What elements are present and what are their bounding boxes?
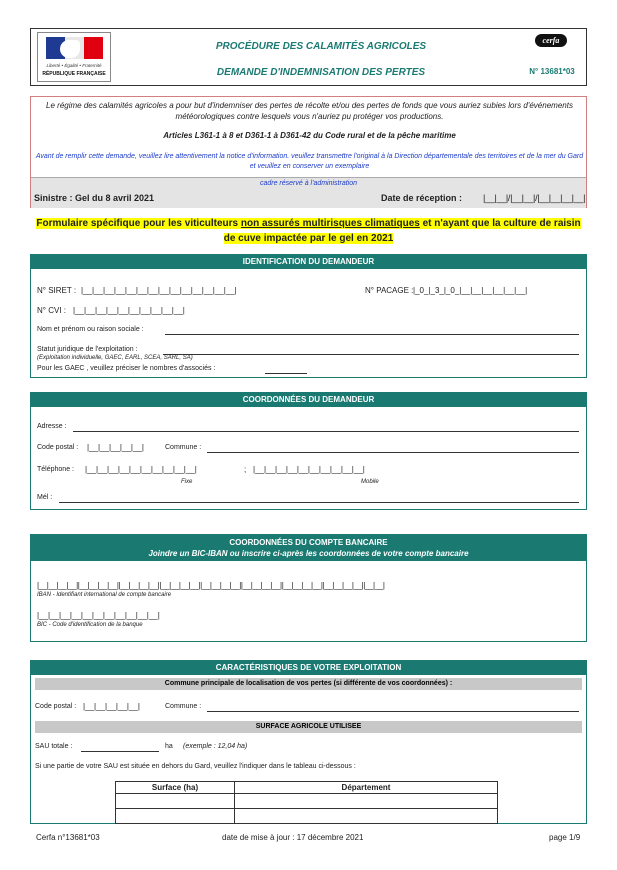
notice-part-1: Formulaire spécifique pour les viticulteurs <box>36 218 241 229</box>
col-surface: Surface (ha) <box>116 782 235 794</box>
title-line-2: DEMANDE D'INDEMNISATION DES PERTES <box>216 67 426 78</box>
exploitation-section <box>30 660 587 824</box>
cvi-field[interactable]: |__|__|__|__|__|__|__|__|__|__| <box>73 306 185 315</box>
cp-field[interactable]: |__|__|__|__|__| <box>87 443 144 452</box>
sau-field[interactable] <box>81 743 159 752</box>
cvi-label: N° CVI : <box>37 306 66 315</box>
identification-section <box>30 254 587 378</box>
table-row <box>116 809 498 824</box>
banque-header <box>31 535 586 561</box>
name-field[interactable] <box>165 326 579 335</box>
logo-republique: RÉPUBLIQUE FRANÇAISE <box>42 71 106 77</box>
notice-part-2: non assurés multirisques climatiques <box>240 218 420 229</box>
cp-label: Code postal : <box>37 444 79 451</box>
bic-caption: BIC - Code d'identification de la banque <box>37 622 143 628</box>
footer-page: page 1/9 <box>549 833 581 842</box>
sau-example: (exemple : 12,04 ha) <box>183 743 248 750</box>
statut-hint: (Exploitation individuelle, GAEC, EARL, SCEA, SARL, SA) <box>37 355 193 361</box>
coordonnees-section <box>30 392 587 510</box>
commune-principale-title: Commune principale de localisation de vos pertes (si différente de vos coordonnées) : <box>35 678 582 690</box>
exploitation-title: CARACTÉRISTIQUES DE VOTRE EXPLOITATION <box>31 661 586 675</box>
mel-label: Mél : <box>37 494 53 501</box>
commune-label: Commune : <box>165 444 202 451</box>
gard-text: Si une partie de votre SAU est située en dehors du Gard, veuillez l'indiquer dans le tableau ci-dessous : <box>35 763 356 770</box>
departement-cell[interactable] <box>235 809 498 824</box>
commune-field[interactable] <box>207 444 579 453</box>
sau-unit: ha <box>165 743 173 750</box>
banque-subtitle: Joindre un BIC-IBAN ou inscrire ci-après les coordonnées de votre compte bancaire <box>148 549 469 558</box>
sau-title: SURFACE AGRICOLE UTILISEE <box>35 721 582 733</box>
identification-title: IDENTIFICATION DU DEMANDEUR <box>31 255 586 269</box>
telephone-mobile-field[interactable]: |__|__|__|__|__|__|__|__|__|__| <box>253 465 365 474</box>
statut-label: Statut juridique de l'exploitation : <box>37 346 138 353</box>
adresse-label: Adresse : <box>37 423 67 430</box>
exploitation-commune-label: Commune : <box>165 703 202 710</box>
intro-box <box>30 96 587 208</box>
siret-label: N° SIRET : <box>37 286 77 295</box>
telephone-separator: ; <box>244 465 247 474</box>
telephone-label: Téléphone : <box>37 466 74 473</box>
telephone-fixe-field[interactable]: |__|__|__|__|__|__|__|__|__|__| <box>85 465 197 474</box>
iban-field[interactable]: |__|__|__|__||__|__|__|__||__|__|__|__||__|__|__|__||__|__|__|__||__|__|__|__||__|__|__|__||__|__|__|__||__|__| <box>37 581 385 590</box>
name-label: Nom et prénom ou raison sociale : <box>37 326 144 333</box>
surface-cell[interactable] <box>116 794 235 809</box>
articles-text: Articles L361-1 à 8 et D361-1 à D361-42 du Code rural et de la pêche maritime <box>163 131 456 140</box>
adresse-field[interactable] <box>73 423 579 432</box>
logo-motto: Liberté • Égalité • Fraternité <box>46 63 102 68</box>
notice-text: Avant de remplir cette demande, veuillez lire attentivement la notice d'information. veuillez transmettre l'original à la Direction départementale des territoires et de la mer du Gard et veuillez en conserver un exemplaire <box>35 153 584 170</box>
bic-field[interactable]: |__|__|__|__|__|__|__|__|__|__|__| <box>37 611 160 620</box>
admin-band <box>31 177 586 208</box>
cerfa-logo: cerfa <box>535 34 567 47</box>
banque-title: COORDONNÉES DU COMPTE BANCAIRE <box>229 538 388 547</box>
fixe-caption: Fixe <box>181 479 193 485</box>
departement-cell[interactable] <box>235 794 498 809</box>
siret-field[interactable]: |__|__|__|__|__|__|__|__|__|__|__|__|__|__| <box>81 286 237 295</box>
sau-label: SAU totale : <box>35 743 73 750</box>
iban-caption: IBAN - Identifiant international de compte bancaire <box>37 592 172 598</box>
banque-section <box>30 534 587 642</box>
pacage-label: N° PACAGE : <box>365 286 414 295</box>
footer-cerfa: Cerfa n°13681*03 <box>36 833 100 842</box>
intro-text: Le régime des calamités agricoles a pour but d'indemniser des pertes de récolte et/ou des pertes de fonds que vous auriez subies lors d'événements météorologiques contre lesquels vous n'auriez pu protéger vos productions. <box>46 101 573 121</box>
header-box <box>30 28 587 86</box>
sinistre-text: Sinistre : Gel du 8 avril 2021 <box>34 193 155 203</box>
title-line-1: PROCÉDURE DES CALAMITÉS AGRICOLES <box>215 41 427 52</box>
col-departement: Département <box>235 782 498 794</box>
statut-field[interactable] <box>163 346 579 355</box>
admin-label: cadre réservé à l'administration <box>259 180 358 187</box>
reception-label: Date de réception : <box>381 193 463 203</box>
mobile-caption: Mobile <box>361 479 379 485</box>
republique-logo <box>37 32 111 82</box>
exploitation-cp-field[interactable]: |__|__|__|__|__| <box>83 702 140 711</box>
exploitation-commune-field[interactable] <box>207 703 579 712</box>
exploitation-cp-label: Code postal : <box>35 703 77 710</box>
marianne-icon <box>46 37 103 59</box>
pacage-field[interactable]: |_0_|_3_|_0_|__|__|__|__|__|__| <box>413 286 528 295</box>
surface-cell[interactable] <box>116 809 235 824</box>
specific-form-notice <box>36 216 581 246</box>
table-row <box>116 794 498 809</box>
sau-hors-gard-table <box>115 781 498 824</box>
gaec-associes-field[interactable] <box>265 365 307 374</box>
coordonnees-title: COORDONNÉES DU DEMANDEUR <box>31 393 586 407</box>
cerfa-number: N° 13681*03 <box>529 67 575 76</box>
footer-date: date de mise à jour : 17 décembre 2021 <box>222 833 364 842</box>
reception-date-field[interactable]: |__|__|/|__|__|/|__|__|__|__| <box>483 193 586 203</box>
mel-field[interactable] <box>59 494 579 503</box>
notice-part-3: et n'ayant que la culture de raisin de cuve impactée par le gel en 2021 <box>223 218 581 244</box>
gaec-label: Pour les GAEC , veuillez préciser le nombres d'associés : <box>37 365 216 372</box>
